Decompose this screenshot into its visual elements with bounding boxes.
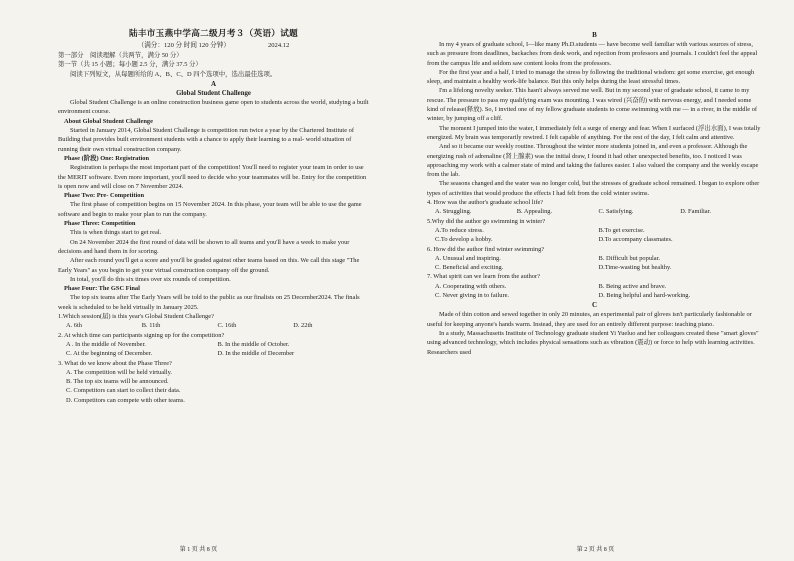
subheading: About Global Student Challenge	[64, 117, 153, 125]
exam-date: 2024.12	[267, 42, 290, 49]
option: C. Beneficial and exciting.	[435, 264, 504, 272]
subheading: Phase Three: Competition	[64, 220, 136, 228]
question-4: 4. How was the author's graduate school life?	[427, 199, 544, 207]
passage-letter: B	[592, 31, 597, 39]
paragraph: The moment I jumped into the water, I immediately felt a surge of energy and fear. When I surfaced (浮出水面), I was totally energized. My brain was temporarily rewired. I felt capable of anything. For the rest of the day, I felt calm and attentive.	[427, 124, 761, 141]
option: D.Time-wasting but healthy.	[598, 264, 672, 272]
question-5: 5.Why did the author go swimming in winter?	[427, 217, 546, 225]
option: B. Being active and brave.	[598, 282, 667, 290]
paragraph: On 24 November 2024 the first round of data will be shown to all teams and you'll have a week to make your decisions and hand them in for scoring.	[58, 238, 350, 255]
page-2	[397, 0, 794, 561]
exam-meta	[58, 40, 369, 51]
paragraph: This is when things start to get real.	[70, 229, 162, 237]
question-6-options	[427, 254, 762, 273]
option: A. Unusual and inspiring.	[435, 254, 501, 262]
paragraph: After each round you'll get a score and you'll be graded against other teams based on this. We call this stage "The Early Years" as you begin to get your virtual construction company off the ground.	[58, 257, 360, 274]
question-7-options	[427, 282, 762, 301]
paragraph: Started in January 2014, Global Student Challenge is competition run twice a year by the Chartered Institute of Building that provides built environment students with a chance to apply their learning to a real- world situation of running their own virtual construction company.	[58, 127, 354, 153]
option: A. The competition will be held virtually.	[66, 368, 172, 376]
subheading: Phase Two: Pre- Competition	[64, 192, 145, 200]
question-2-options	[58, 340, 369, 359]
option: C. Competitors can start to collect their data.	[66, 387, 181, 395]
score-info: （满分：120 分 时间 120 分钟）	[137, 42, 230, 49]
option: D. Familiar.	[680, 208, 711, 216]
paragraph: For the first year and a half, I tried to manage the stress by following the traditional wisdom: get some exercise, get enough sleep, and maintain a healthy work-life balance. But this only helps during the least stressful times.	[427, 68, 755, 86]
page-footer: 第 2 页 共 8 页	[576, 546, 615, 553]
paragraph: In a study, Massachusetts Institute of Technology graduate student Yi Yueluo and her colleagues created these "smart gloves" using advanced technology, which includes physical sensations such as vibration (震动) or force to help with learning activities. Researchers used	[427, 329, 759, 356]
paragraph: In my 4 years of graduate school, I—like many Ph.D.students — have become well familiar with various sources of stress, such as pressure from deadlines, backaches from desk work, and rejection from professors and journals. I couldn't feel the appeal from the campus life and seldom saw content looks from the professors.	[427, 41, 758, 67]
option: C. At the beginning of December.	[66, 350, 153, 358]
question-3: 3. What do we know about the Phase Three?	[58, 359, 172, 367]
paragraph: The top six teams after The Early Years will be told to the public as our finalists on 25 December2024. The finals week is scheduled to be held virtually in January 2025.	[58, 294, 360, 311]
paragraph: Made of thin cotton and sewed together in only 20 minutes, an experimental pair of gloves isn't particularly fashionable or useful for keeping anyone's hands warm. Instead, they are used for an entirely different purpose: teaching piano.	[427, 311, 752, 328]
option: A.To reduce stress.	[435, 226, 484, 234]
option: A . In the middle of November.	[66, 340, 146, 348]
option: D. Competitors can compete with other teams.	[66, 396, 185, 404]
option: B. Appealing.	[516, 208, 553, 216]
paragraph: The seasons changed and the water was no longer cold, but the stresses of graduate school remained. I began to explore other types of activities that would produce the effects I had felt from the cold winter swims.	[427, 180, 760, 197]
option: B. The top six teams will be announced.	[66, 378, 169, 386]
question-4-options	[427, 207, 762, 216]
question-7: 7. What spirit can we learn from the author?	[427, 273, 540, 281]
option: B. In the middle of October.	[217, 340, 290, 348]
question-6: 6. How did the author find winter swimming?	[427, 245, 545, 253]
subheading: Phase Four: The GSC Final	[64, 285, 140, 293]
option: B. Difficult but popular.	[598, 254, 660, 262]
option: D. In the middle of December	[217, 350, 295, 358]
paragraph: I'm a lifelong novelty seeker. This hasn't always served me well. But in my second year of graduate school, it came to my rescue. The pressure to pass my qualifying exam was mounting. I was wired (兴奋的) with nervous energy, and I needed some kind of release(释放). So, I invited one of my fellow graduate students to come swimming with me — in a river, in the middle of winter, by jumping off a cliff.	[427, 87, 758, 123]
question-5-options	[427, 226, 762, 245]
question-1: 1.Which session(届) is this year's Global Student Challenge?	[58, 313, 214, 321]
instructions: 阅读下列短文，从每题所给的 A、B、C、D 四个选项中，选出最佳选项。	[70, 70, 277, 78]
option: B. 11th	[141, 322, 161, 330]
paragraph: In total, you'll do this six times over six rounds of competition.	[70, 275, 231, 283]
option: C.To develop a hobby.	[435, 236, 493, 244]
option: D.To accompany classmates.	[598, 236, 673, 244]
question-1-options	[58, 321, 369, 330]
option: C. Never giving in to failure.	[435, 292, 510, 300]
part-heading: 第一部分 阅读理解（共两节，满分 50 分）	[58, 52, 183, 59]
page-footer: 第 1 页 共 8 页	[179, 546, 218, 553]
paragraph: Registration is perhaps the most important part of the competition! You'll need to register your team in order to use the MERIT software. Even more important, you'll need to decide who your teammates will be. Entry for the competition is open now and will close on 7 November 2024.	[58, 164, 367, 190]
option: A. 6th	[66, 322, 82, 330]
option: C. 16th	[217, 322, 237, 330]
subheading: Phase (阶段) One: Registration	[64, 154, 150, 162]
option: D. Being helpful and hard-working.	[598, 292, 691, 300]
question-2: 2. At which time can participants signing up for the competition?	[58, 331, 225, 339]
option: C. Satisfying.	[598, 208, 634, 216]
passage-letter: A	[210, 79, 217, 88]
passage-title: Global Student Challenge	[176, 89, 251, 97]
option: B.To get exercise.	[598, 226, 645, 234]
paragraph: Global Student Challenge is an online construction business game open to students across the world, studying a built environment course.	[58, 99, 369, 116]
option: A. Cooperating with others.	[435, 282, 507, 290]
paragraph: The first phase of competition begins on 15 November 2024. In this phase, your team will be able to use the game software and begin to make your plan to run the company.	[58, 201, 362, 218]
section-heading: 第一节（共 15 小题；每小题 2.5 分，满分 37.5 分）	[58, 61, 202, 69]
option: A. Struggling.	[435, 208, 472, 216]
exam-title: 陆丰市玉燕中学高二级月考３（英语）试题	[129, 28, 298, 38]
question-3-options	[58, 368, 369, 405]
passage-letter: C	[591, 301, 598, 310]
option: D. 22th	[293, 322, 313, 330]
paragraph: And so it became our weekly routine. Throughout the winter more students joined in, and even a professor. Although the energizing rush of adrenaline (肾上腺素) was the initial draw, I found it had other unexpected benefits, too. I noticed I was approaching my work with a calmer state of mind and taking the failures easier. I also valued the company and the weekly escape from the lab.	[427, 143, 759, 179]
